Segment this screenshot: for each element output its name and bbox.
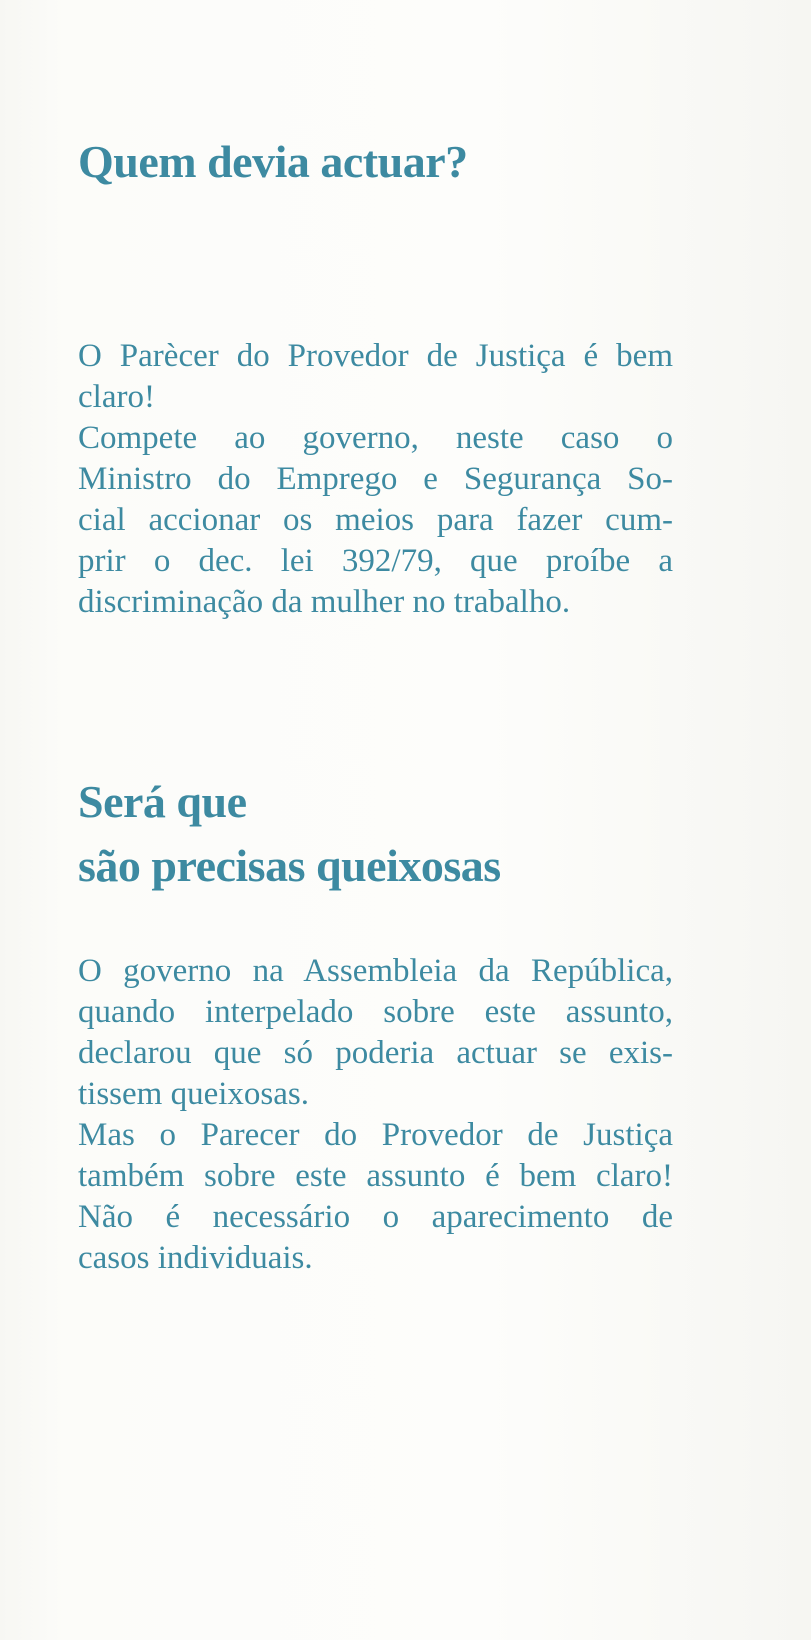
text-line: O Parècer do Provedor de Justiça é bem [78,338,673,374]
text-line: declarou que só poderia actuar se exis- [78,1035,673,1071]
heading-line: Será que [78,776,247,827]
text-line: Ministro do Emprego e Segurança So- [78,461,673,497]
heading-line: são precisas queixosas [78,840,501,891]
text-line: Compete ao governo, neste caso o [78,420,673,456]
paragraph-governo-assembleia [78,951,673,1279]
text-line: O governo na Assembleia da República, [78,953,673,989]
text-line: também sobre este assunto é bem claro! [78,1158,673,1194]
text-line: cial accionar os meios para fazer cum- [78,502,673,538]
paragraph-provedor-parecer [78,336,673,623]
heading-sera-que-sao-precisas-queixosas [78,770,501,898]
text-line: discriminação da mulher no trabalho. [78,584,571,620]
text-line: Não é necessário o aparecimento de [78,1199,673,1235]
heading-quem-devia-actuar: Quem devia actuar? [78,136,468,187]
text-line: prir o dec. lei 392/79, que proíbe a [78,543,673,579]
text-line: casos individuais. [78,1240,313,1276]
text-line: claro! [78,379,155,415]
text-line: quando interpelado sobre este assunto, [78,994,673,1030]
text-line: Mas o Parecer do Provedor de Justiça [78,1117,673,1153]
text-line: tissem queixosas. [78,1076,309,1112]
